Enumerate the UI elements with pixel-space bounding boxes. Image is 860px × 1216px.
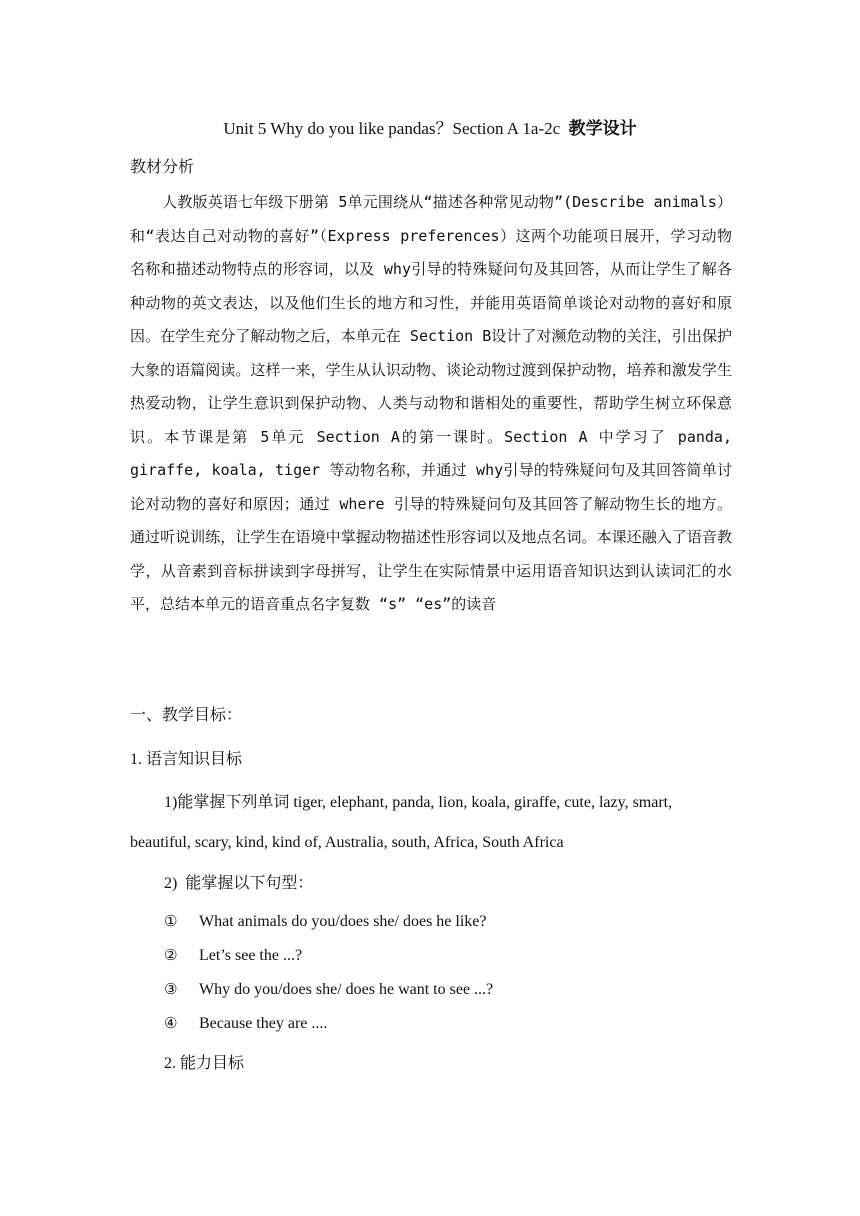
pattern-text: Why do you/does she/ does he want to see ...? (199, 981, 494, 998)
goal-2-number: 2. (164, 1055, 176, 1072)
patterns-label: 能掌握以下句型： (185, 873, 314, 892)
title-english: Unit 5 Why do you like pandas？Section A 1a-2c (223, 119, 561, 138)
goal-1-label: 语言知识目标 (146, 749, 243, 768)
vocab-label: 能掌握下列单词 (177, 792, 290, 811)
pattern-text: Let’s see the ...? (199, 947, 303, 964)
goal-2-heading (164, 1052, 244, 1075)
pattern-text: Because they are .... (199, 1015, 328, 1032)
patterns-heading (164, 872, 313, 895)
title-chinese: 教学设计 (568, 119, 637, 139)
goal-2-label: 能力目标 (180, 1053, 245, 1072)
pattern-marker: ③ (164, 980, 178, 998)
goal-1-number: 1. (130, 751, 142, 768)
vocab-number: 1) (164, 794, 178, 811)
pattern-marker: ① (164, 912, 178, 930)
pattern-marker: ④ (164, 1014, 178, 1032)
section-heading-teaching-goals: 一、教学目标： (130, 705, 243, 724)
analysis-paragraph (130, 186, 732, 622)
pattern-text: What animals do you/does she/ does he like? (199, 913, 487, 930)
patterns-number: 2) (164, 875, 178, 892)
document-title (0, 118, 860, 140)
analysis-text: 人教版英语七年级下册第 5单元围绕从“描述各种常见动物”(Describe animals）和“表达自己对动物的喜好”（Express preferences）这两个功能项日展开，学习动物名称和描述动物特点的形容词，以及 why引导的特殊疑问句及其回答，从而让学生了解各种动物的英文表达，以及他们生长的地方和习性，并能用英语简单谈论对动物的喜好和原因。在学生充分了解动物之后，本单元在 Section B设计了对濒危动物的关注，引出保护大象的语篇阅读。这样一来，学生从认识动物、谈论动物过渡到保护动物，培养和激发学生热爱动物，让学生意识到保护动物、人类与动物和谐相处的重要性，帮助学生树立环保意识。本节课是第 5单元 Section A的第一课时。Section A 中学习了 panda, giraffe, koala, tiger 等动物名称，并通过 why引导的特殊疑问句及其回答简单讨论对动物的喜好和原因；通过 where 引导的特殊疑问句及其回答了解动物生长的地方。通过听说训练，让学生在语境中掌握动物描述性形容词以及地点名词。本课还融入了语音教学，从音素到音标拼读到字母拼写，让学生在实际情景中运用语音知识达到认读词汇的水平，总结本单元的语音重点名字复数 “s” “es”的读音 (130, 193, 732, 613)
pattern-marker: ② (164, 946, 178, 964)
sentence-pattern-item (164, 944, 302, 967)
sentence-pattern-item (164, 910, 486, 933)
vocab-words: tiger, elephant, panda, lion, koala, giraffe, cute, lazy, smart, beautiful, scary, kind, kind of, Australia, south, Africa, South Africa (130, 794, 673, 851)
sentence-pattern-item (164, 978, 493, 1001)
sentence-pattern-item (164, 1012, 327, 1035)
goal-1-heading (130, 748, 242, 771)
material-analysis-label: 教材分析 (130, 157, 195, 176)
vocabulary-paragraph (130, 782, 732, 863)
